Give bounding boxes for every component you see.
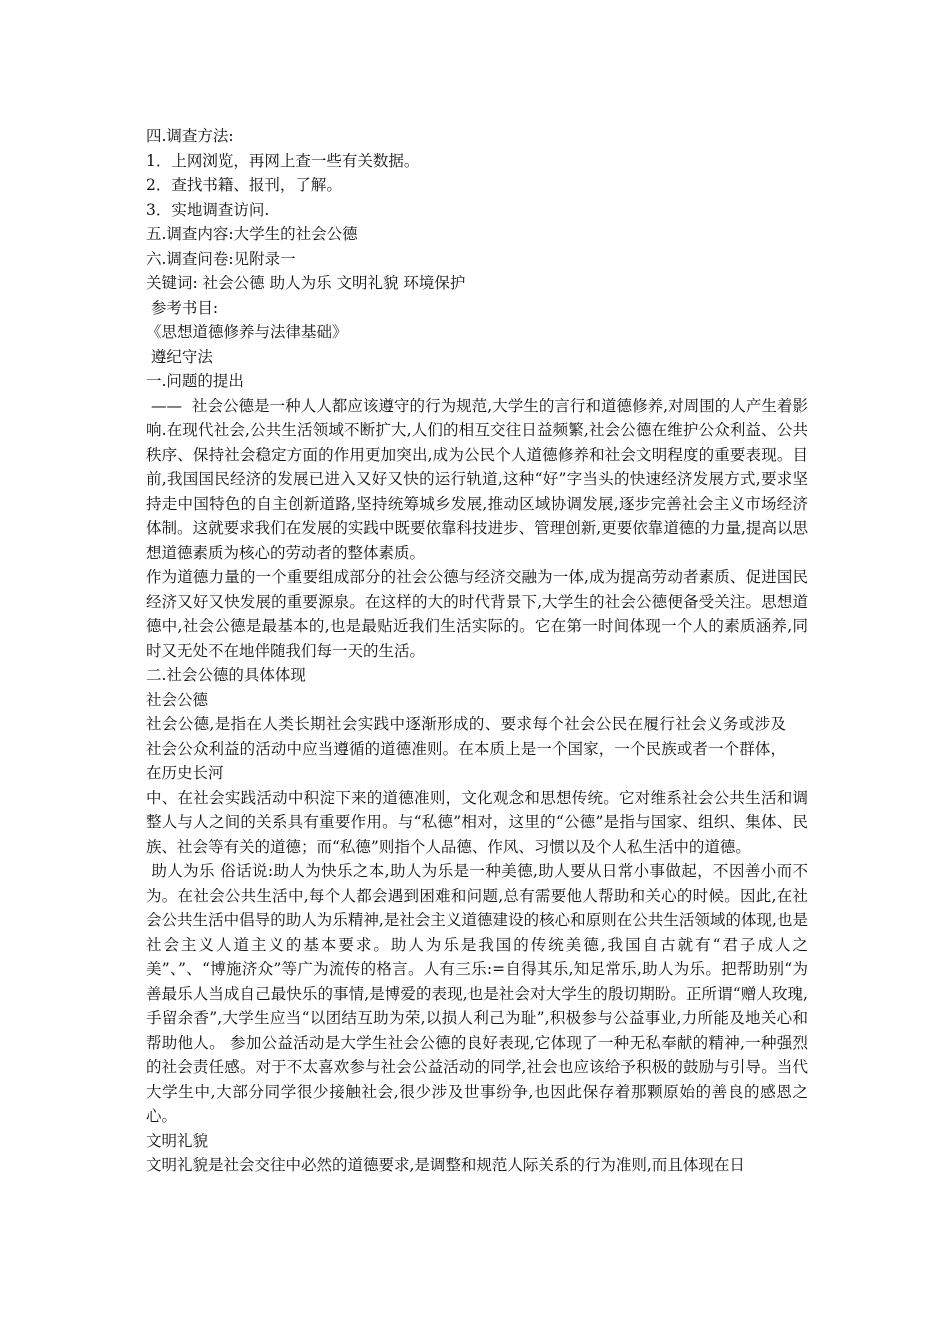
heading-questionnaire: 六.调查问卷:见附录一 [146, 249, 296, 268]
sub-heading-civility: 文明礼貌 [146, 1131, 209, 1150]
method-item-2: 2．查找书籍、报刊，了解。 [146, 176, 342, 194]
paragraph-problem-2: 作为道德力量的一个重要组成部分的社会公德与经济交融为一体,成为提高劳动者素质、促进国民经济又好又快发展的重要源泉。在这样的大的时代背景下,大学生的社会公德便备受关注。思想道德中,社会公德是最基本的,也是最贴近我们生活实际的。它在第一时间体现一个人的素质涵养,同时又无处不在地伴随我们每一天的生活。 [146, 568, 808, 660]
method-item-1: 1．上网浏览，再网上查一些有关数据。 [146, 151, 420, 170]
heading-manifestation: 二.社会公德的具体体现 [146, 666, 306, 684]
heading-problem: 一.问题的提出 [146, 372, 244, 390]
keywords: 关键词: 社会公德 助人为乐 文明礼貌 环境保护 [146, 274, 466, 292]
heading-content: 五.调查内容:大学生的社会公德 [146, 225, 358, 243]
sub-heading-law: 遵纪守法 [146, 347, 213, 366]
method-item-3: 3．实地调查访问. [146, 200, 270, 219]
references-label: 参考书目: [146, 298, 219, 317]
paragraph-civility: 文明礼貌是社会交往中必然的道德要求,是调整和规范人际关系的行为准则,而且体现在日 [146, 1156, 745, 1174]
paragraph-definition-b: 中、在社会实践活动中积淀下来的道德准则，文化观念和思想传统。它对维系社会公共生活和调整人与人之间的关系具有重要作用。与“私德”相对，这里的“公德”是指与国家、组织、集体、民族、社会等有关的道德；而“私德”则指个人品德、作风、习惯以及个人私生活中的道德。 [146, 788, 808, 856]
paragraph-definition-a: 社会公德,是指在人类长期社会实践中逐渐形成的、要求每个社会公民在履行社会义务或涉及社会公众利益的活动中应当遵循的道德准则。在本质上是一个国家，一个民族或者一个群体，在历史长河 [146, 715, 786, 782]
paragraph-helping-others: 助人为乐 俗话说:助人为快乐之本,助人为乐是一种美德,助人要从日常小事做起，不因善小而不为。在社会公共生活中,每个人都会遇到困难和问题,总有需要他人帮助和关心的时候。因此,在社会公共生活中倡导的助人为乐精神,是社会主义道德建设的核心和原则在公共生活领域的体现,也是社会主义人道主义的基本要求。助人为乐是我国的传统美德,我国自古就有“君子成人之美”、”、“博施济众”等广为流传的格言。人有三乐:=自得其乐,知足常乐,助人为乐。把帮助别“为善最乐人当成自己最快乐的事情,是博爱的表现,也是社会对大学生的殷切期盼。正所谓“赠人玫瑰,手留余香”,大学生应当“以团结互助为荣,以损人利己为耻”,积极参与公益事业,力所能及地关心和帮助他人。 参加公益活动是大学生社会公德的良好表现,它体现了一种无私奉献的精神,一种强烈的社会责任感。对于不太喜欢参与社会公益活动的同学,社会也应该给予积极的鼓励与引导。当代大学生中,大部分同学很少接触社会,很少涉及世事纷争,也因此保存着那颗原始的善良的感恩之心。 [146, 862, 808, 1125]
sub-heading-social-morality: 社会公德 [146, 690, 209, 709]
paragraph-problem-1: —— 社会公德是一种人人都应该遵守的行为规范,大学生的言行和道德修养,对周围的人产生着影响.在现代社会,公共生活领域不断扩大,人们的相互交往日益频繁,社会公德在维护公众利益、公共秩序、保持社会稳定方面的作用更加突出,成为公民个人道德修养和社会文明程度的重要表现。目前,我国国民经济的发展已进入又好又快的运行轨道,这种“好”字当头的快速经济发展方式,要求坚持走中国特色的自主创新道路,坚持统筹城乡发展,推动区域协调发展,逐步完善社会主义市场经济体制。这就要求我们在发展的实践中既要依靠科技进步、管理创新,更要依靠道德的力量,提高以思想道德素质为核心的劳动者的整体素质。 [146, 396, 808, 562]
heading-method: 四.调查方法: [146, 127, 234, 145]
reference-book: 《思想道德修养与法律基础》 [146, 323, 348, 341]
